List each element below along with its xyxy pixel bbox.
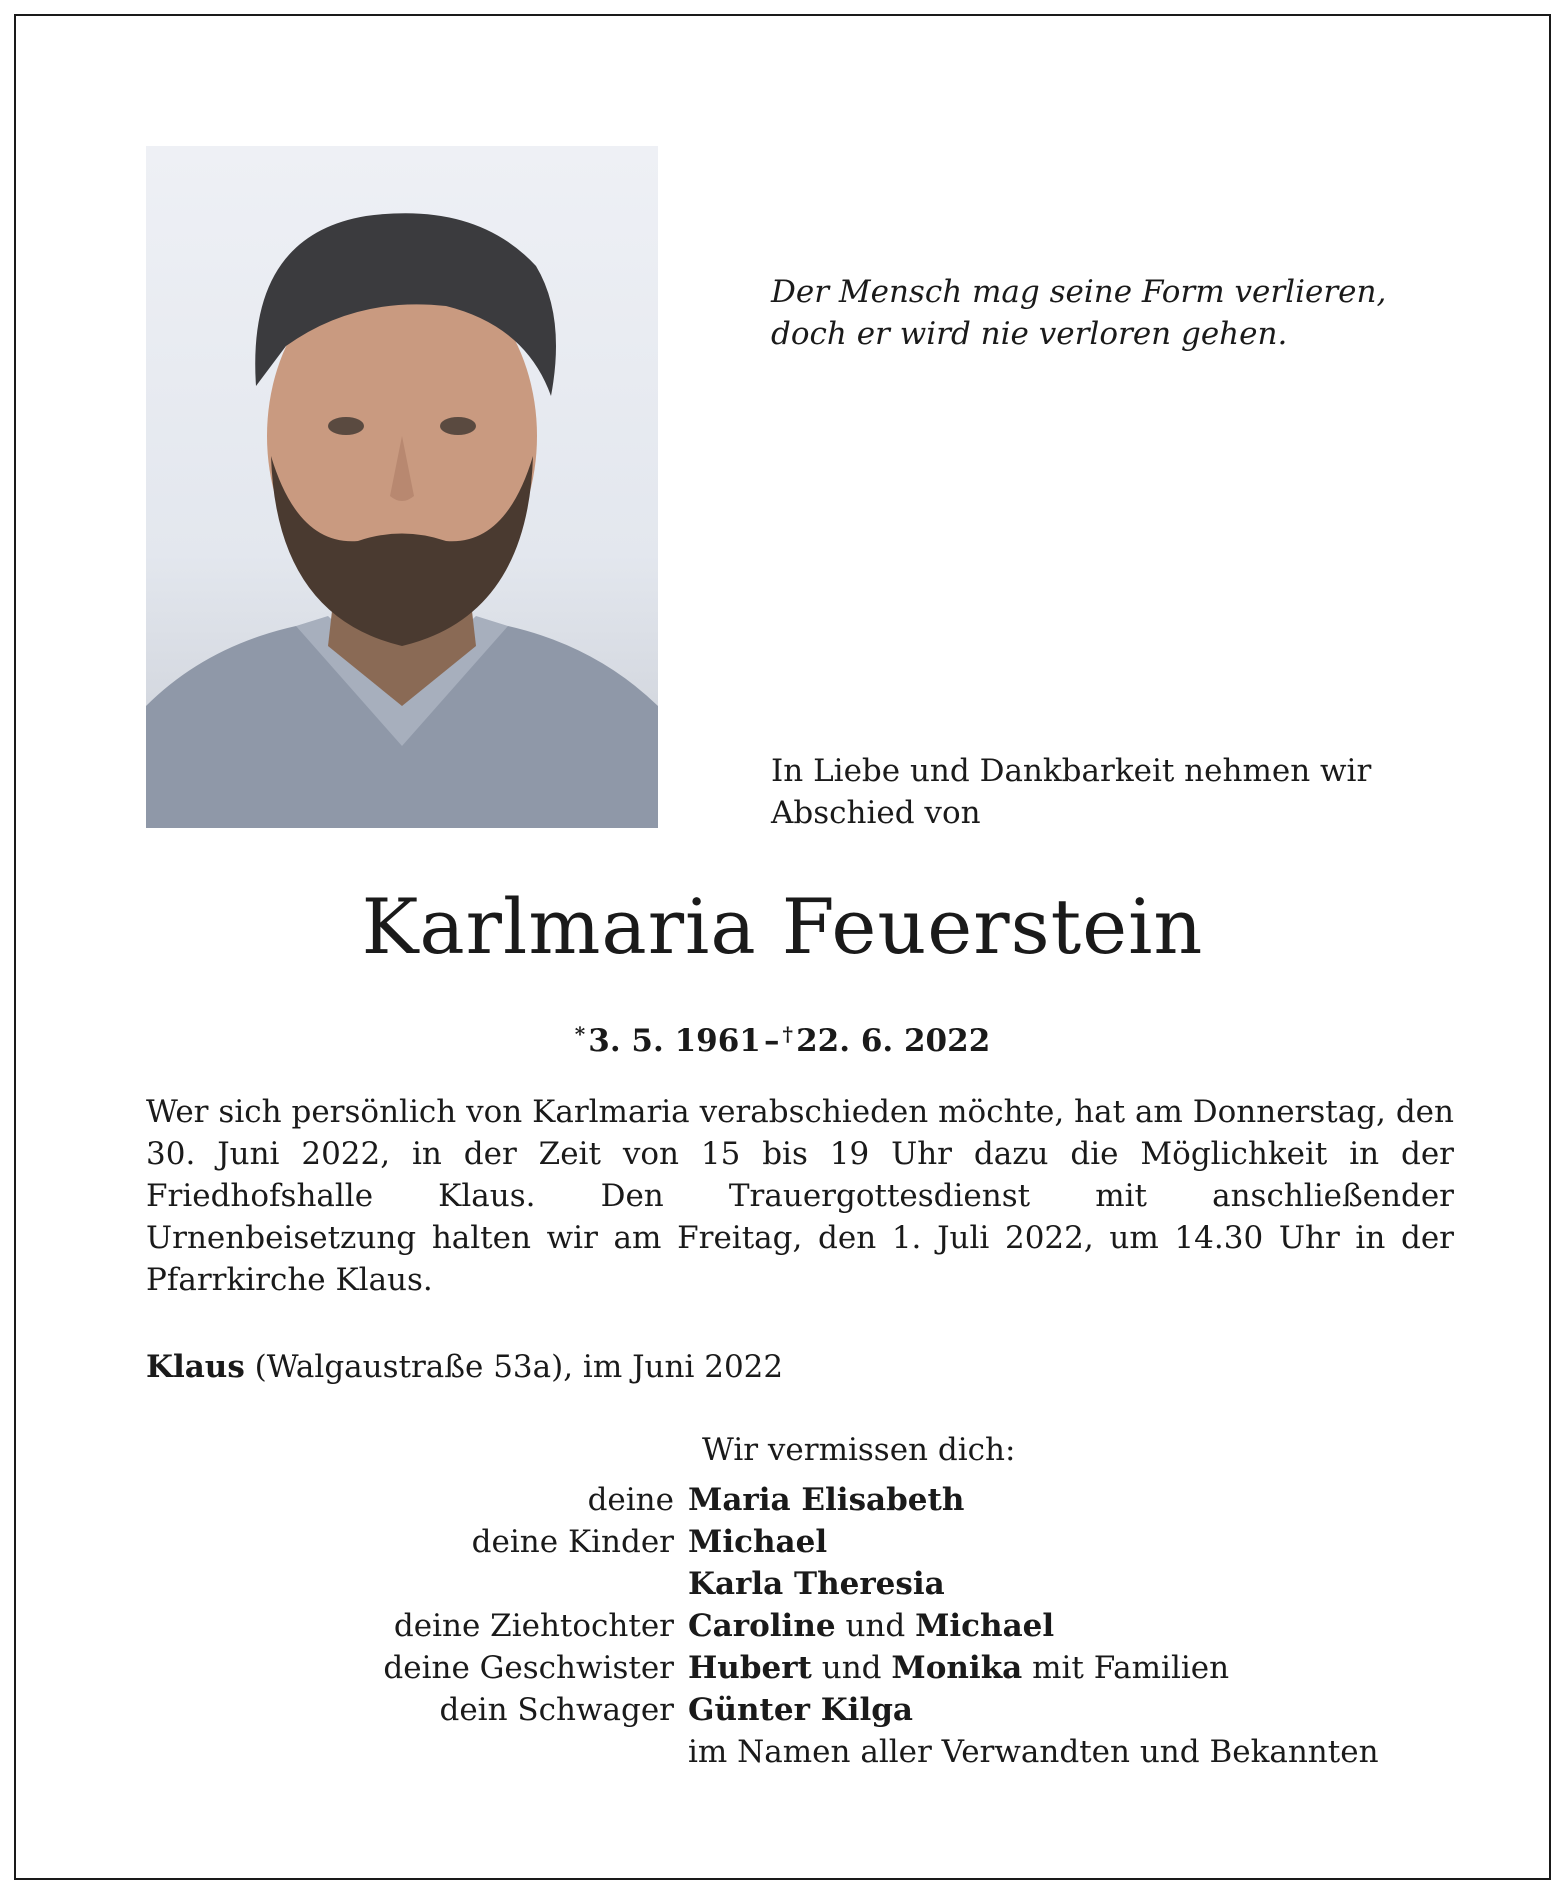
life-dates xyxy=(16,1014,1549,1061)
mourner-row xyxy=(146,1731,1476,1773)
mourner-suffix: mit Familien xyxy=(1032,1650,1230,1686)
mourner-name: Monika xyxy=(891,1650,1023,1686)
obituary-card xyxy=(14,14,1551,1880)
place-town: Klaus xyxy=(146,1349,245,1385)
place-and-date xyxy=(146,1346,783,1388)
mourners-heading: Wir vermissen dich: xyxy=(702,1432,1016,1468)
mourners-list xyxy=(146,1479,1476,1773)
mourner-relation xyxy=(146,1731,688,1773)
mourner-name: Caroline xyxy=(688,1608,836,1644)
farewell-intro: In Liebe und Dankbarkeit nehmen wir Abschied von xyxy=(771,753,1372,831)
mourner-joiner: und xyxy=(845,1608,906,1644)
mourner-joiner: und xyxy=(821,1650,882,1686)
mourner-name: Karla Theresia xyxy=(688,1566,945,1602)
mourner-relation xyxy=(146,1563,688,1605)
mourner-row xyxy=(146,1647,1476,1689)
motto-line-2: doch er wird nie verloren gehen. xyxy=(771,316,1288,352)
mourner-row xyxy=(146,1689,1476,1731)
death-date: 22. 6. 2022 xyxy=(796,1023,991,1059)
mourner-names xyxy=(688,1479,1476,1521)
portrait-photo xyxy=(146,146,658,828)
mourner-row xyxy=(146,1521,1476,1563)
deceased-name: Karlmaria Feuerstein xyxy=(361,882,1204,971)
mourner-name: Maria Elisabeth xyxy=(688,1482,965,1518)
mourner-names xyxy=(688,1521,1476,1563)
mourner-row xyxy=(146,1605,1476,1647)
mourner-relation: deine Geschwister xyxy=(383,1650,674,1686)
motto-line-1: Der Mensch mag seine Form verlieren, xyxy=(771,274,1387,310)
mourner-relation: dein Schwager xyxy=(439,1692,674,1728)
service-details: Wer sich persönlich von Karlmaria verabschieden möchte, hat am Donnerstag, den 30. Juni 2022, in der Zeit von 15 bis 19 Uhr dazu die Möglichkeit in der Friedhofshalle Klaus. Den Trauergottesdienst mit anschließender Urnenbeisetzung halten wir am Freitag, den 1. Juli 2022, um 14.30 Uhr in der Pfarrkirche Klaus. xyxy=(146,1094,1454,1298)
mourner-relation: deine Kinder xyxy=(471,1524,674,1560)
birth-date: 3. 5. 1961 xyxy=(588,1023,761,1059)
mourner-names xyxy=(688,1647,1476,1689)
motto-quote xyxy=(771,271,1386,355)
death-symbol: † xyxy=(782,1022,794,1046)
mourner-names xyxy=(688,1689,1476,1731)
date-separator: – xyxy=(763,1023,780,1059)
mourner-suffix: im Namen aller Verwandten und Bekannten xyxy=(688,1734,1379,1770)
mourner-name: Michael xyxy=(915,1608,1055,1644)
mourner-names xyxy=(688,1563,1476,1605)
birth-symbol: * xyxy=(574,1022,586,1046)
mourner-names xyxy=(688,1731,1476,1773)
mourner-name: Hubert xyxy=(688,1650,812,1686)
mourner-names xyxy=(688,1605,1476,1647)
mourner-row xyxy=(146,1563,1476,1605)
mourner-name: Günter Kilga xyxy=(688,1692,913,1728)
mourner-relation: deine Ziehtochter xyxy=(393,1608,674,1644)
mourner-row xyxy=(146,1479,1476,1521)
mourner-name: Michael xyxy=(688,1524,828,1560)
mourner-relation: deine xyxy=(587,1482,674,1518)
place-address: (Walgaustraße 53a), im Juni 2022 xyxy=(254,1349,784,1385)
